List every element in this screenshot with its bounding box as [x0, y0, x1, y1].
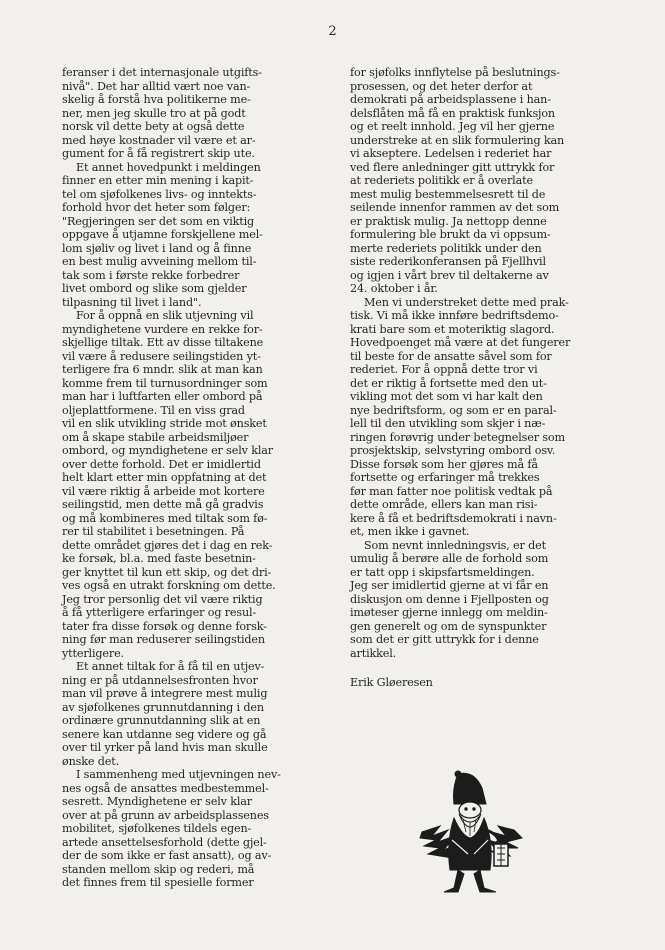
paragraph: For å oppnå en slik utjevning vil myndighetene vurdere en rekke for- skjellige tiltak. Ett av disse tiltakene vil være å redusere seilingstiden yt- terligere fra 6 mndr. slik at man kan komme frem til turnusordninger som man har i luftfarten eller ombord på oljeplattformene. Til en viss grad vil en slik utvikling stride mot ønsket om å skape stabile arbeidsmiljøer ombord, og myndighetene er selv klar over dette forhold. Det er imidlertid helt klart etter min oppfatning at det vil være riktig å arbeide mot kortere seilingstid, men dette må gå gradvis og må kombineres med tiltak som fø- rer til stabilitet i besetningen. På dette området gjøres det i dag en rek- ke forsøk, bl.a. med faste besetnin- ger knyttet til kun ett skip, og det dri- ves også en utrakt forskning om dette. Jeg tror personlig det vil være riktig å få ytterligere erfaringer og resul- tater fra disse forsøk og denne forsk- ning før man reduserer seilingstiden ytterligere.: [62, 309, 276, 660]
paragraph: Et annet tiltak for å få til en utjev- ning er på utdannelsesfronten hvor man vil prøve å integrere mest mulig av sjøfolkenes grunnutdanning i den ordinære grunnutdanning slik at en senere kan utdanne seg videre og gå over til yrker på land hvis man skulle ønske det.: [62, 660, 268, 768]
paragraph: Men vi understreket dette med prak- tisk. Vi må ikke innføre bedriftsdemo- krati bare som et moteriktig slagord. Hovedpoenget må være at det fungerer til beste for de ansatte såvel som for rederiet. For å oppnå dette tror vi det er riktig å fortsette med den ut- vikling mot det som vi har kalt den nye bedriftsform, og som er en paral- lell til den utvikling som skjer i næ- ringen forøvrig under betegnelser som prosjektskip, selvstyring ombord osv. Disse forsøk som her gjøres må få fortsette og erfaringer må trekkes før man fatter noe politisk vedtak på dette område, ellers kan man risi- kere å få et bedriftsdemokrati i navn- et, men ikke i gavnet.: [350, 295, 571, 538]
page-number: 2: [328, 24, 337, 39]
paragraph: I sammenheng med utjevningen nev- nes også de ansattes medbestemmel- sesrett. Myndighetene er selv klar over at på grunn av arbeidsplassenes mobilitet, sjøfolkenes tildels egen- artede ansettelsesforhold (dette gjel- der de som ikke er fast ansatt), og av- standen mellom skip og rederi, må det finnes frem til spesielle former: [62, 768, 281, 889]
author-signature: Erik Gløeresen: [350, 676, 433, 689]
paragraph: for sjøfolks innflytelse på beslutnings- prosessen, og det heter derfor at demokrati på arbeidsplassene i han- delsflåten må få en praktisk funksjon og et reelt innhold. Jeg vil her gjerne understreke at en slik formulering kan vi akseptere. Ledelsen i rederiet har ved flere anledninger gitt uttrykk for at rederiets politikk er å overlate mest mulig bestemmelsesrett til de seilende innenfor rammen av det som er praktisk mulig. Ja nettopp denne formulering ble brukt da vi oppsum- merte rederiets politikk under den siste rederikonferansen på Fjellhvil og igjen i vårt brev til deltakerne av 24. oktober i år.: [350, 66, 565, 295]
paragraph: Som nevnt innledningsvis, er det umulig å berøre alle de forhold som er tatt opp i skipsfartsmeldingen. Jeg ser imidlertid gjerne at vi får en diskusjon om denne i Fjellposten og imøteser gjerne innlegg om meldin- gen generelt og om de synspunkter som det er gitt uttrykk for i denne artikkel.: [350, 538, 549, 660]
paragraph: feranser i det internasjonale utgifts- nivå". Det har alltid vært noe van- skelig å forstå hva politikerne me- ner, men jeg skulle tro at på godt norsk vil dette bety at også dette med høye kostnader vil være et ar- gument for å få registrert skip ute.: [62, 66, 262, 160]
paragraph: Et annet hovedpunkt i meldingen finner en etter min mening i kapit- tel om sjøfolkenes livs- og inntekts- forhold hvor det heter som følger: "Regjeringen ser det som en viktig oppgave å utjamne forskjellene mel- lom sjøliv og livet i land og å finne en best mulig avveining mellom til- tak som i første rekke forbedrer livet ombord og slike som gjelder tilpasning til livet i land".: [62, 160, 263, 309]
gnome-with-lantern-icon: [418, 770, 528, 900]
left-column: [62, 66, 330, 890]
right-column: [350, 66, 626, 690]
